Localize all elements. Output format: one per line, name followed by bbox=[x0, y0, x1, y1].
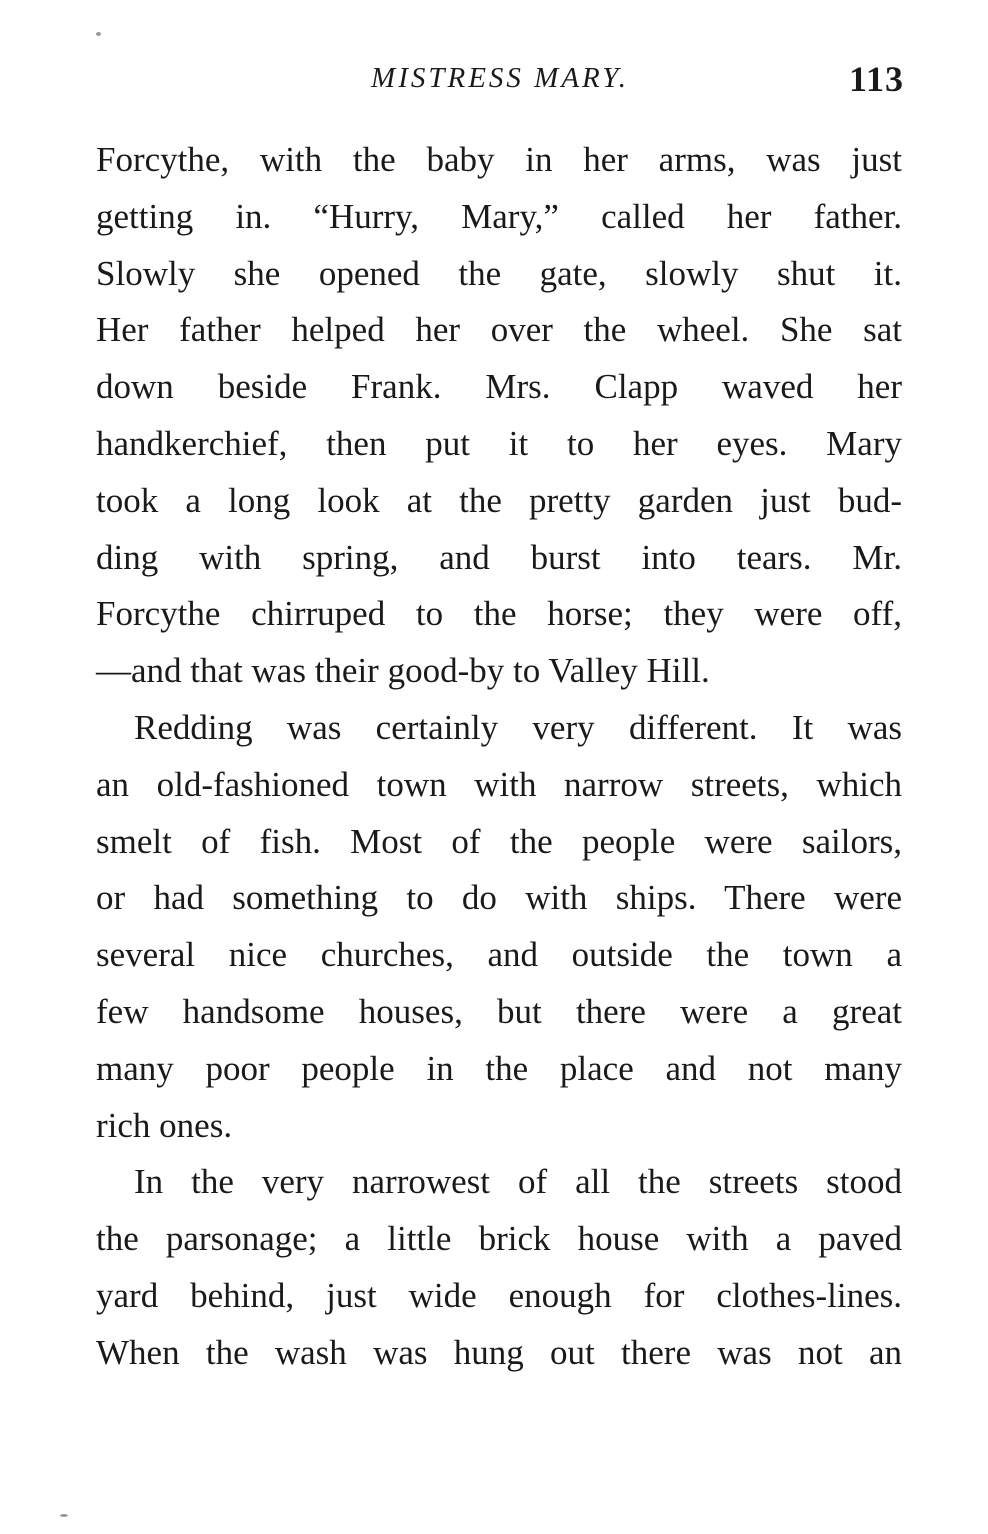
text-line: getting in. “Hurry, Mary,” called her father. bbox=[96, 196, 902, 236]
text-line: Her father helped her over the wheel. She sat bbox=[96, 310, 902, 350]
body-text bbox=[96, 132, 902, 1382]
text-line: many poor people in the place and not many bbox=[96, 1048, 902, 1088]
text-line: Forcythe, with the baby in her arms, was just bbox=[96, 140, 902, 179]
text-line: down beside Frank. Mrs. Clapp waved her bbox=[96, 367, 902, 407]
text-line: or had something to do with ships. There were bbox=[96, 878, 902, 918]
text-line: took a long look at the pretty garden just bud- bbox=[96, 480, 902, 520]
text-line: the parsonage; a little brick house with a paved bbox=[96, 1219, 902, 1259]
text-line: rich ones. bbox=[96, 1105, 233, 1145]
text-line: Forcythe chirruped to the horse; they were off, bbox=[96, 594, 902, 634]
text-line: ding with spring, and burst into tears. Mr. bbox=[96, 537, 902, 577]
text-line: —and that was their good-by to Valley Hill. bbox=[96, 651, 710, 691]
paragraph bbox=[96, 132, 902, 700]
print-speck bbox=[60, 1514, 68, 1517]
running-head bbox=[96, 58, 904, 102]
text-line: yard behind, just wide enough for clothes-lines. bbox=[96, 1275, 902, 1315]
paragraph bbox=[96, 700, 902, 1154]
paragraph bbox=[96, 1154, 902, 1381]
text-line: Slowly she opened the gate, slowly shut it. bbox=[96, 253, 902, 293]
text-line: an old-fashioned town with narrow streets, which bbox=[96, 764, 902, 804]
print-speck bbox=[96, 32, 101, 36]
text-line: smelt of fish. Most of the people were sailors, bbox=[96, 821, 902, 861]
running-title: MISTRESS MARY. bbox=[371, 62, 629, 94]
text-line: few handsome houses, but there were a great bbox=[96, 991, 902, 1031]
page-number: 113 bbox=[848, 59, 904, 99]
text-line: handkerchief, then put it to her eyes. Mary bbox=[96, 423, 902, 463]
text-line: several nice churches, and outside the town a bbox=[96, 935, 902, 975]
text-line: In the very narrowest of all the streets stood bbox=[134, 1162, 902, 1202]
text-line: When the wash was hung out there was not an bbox=[96, 1332, 902, 1372]
text-line: Redding was certainly very different. It was bbox=[134, 707, 902, 747]
